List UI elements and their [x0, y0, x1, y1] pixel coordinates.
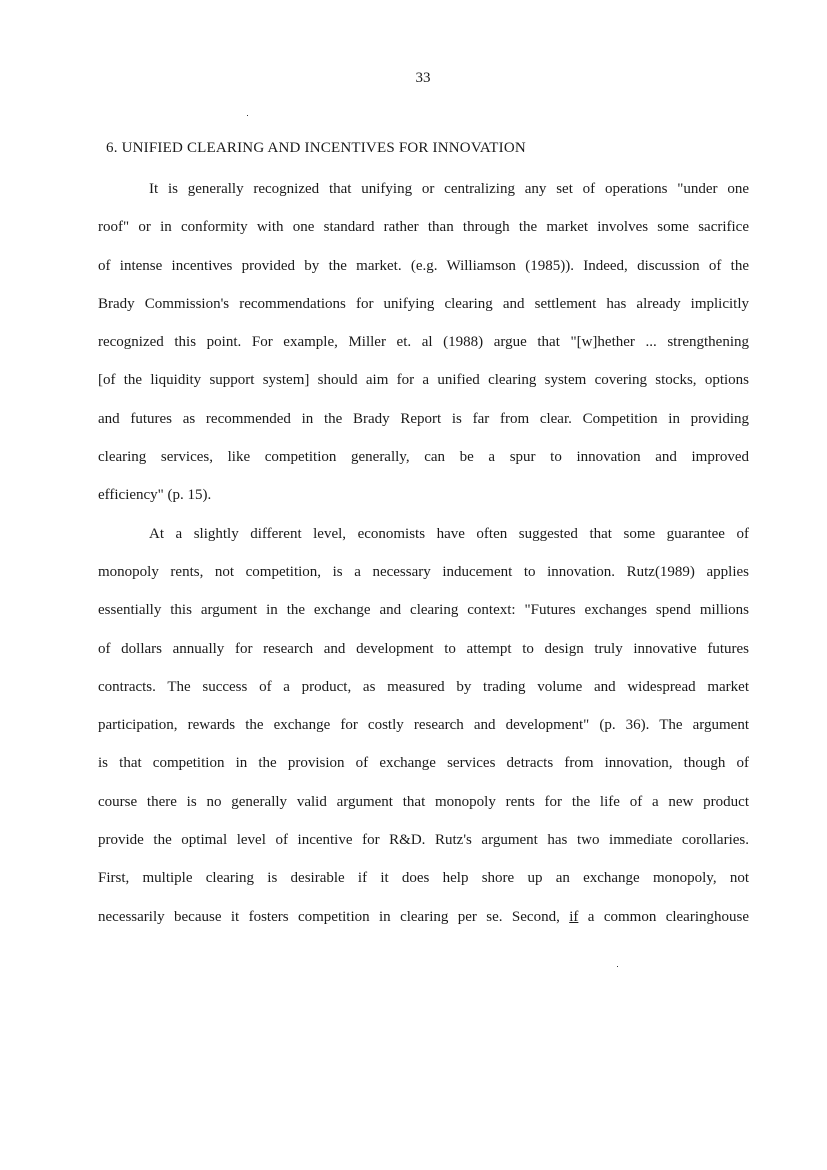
text-line: participation, rewards the exchange for costly research and development" (p. 36). The argument: [98, 717, 749, 734]
text-line: is that competition in the provision of exchange services detracts from innovation, though of: [98, 755, 749, 772]
body-text: [98, 178, 749, 944]
underlined-word: if: [569, 908, 579, 925]
text-line: [98, 906, 749, 944]
text-line: roof" or in conformity with one standard rather than through the market involves some sacrifice: [98, 219, 749, 236]
text-line: provide the optimal level of incentive for R&D. Rutz's argument has two immediate corollaries.: [98, 832, 749, 849]
text-line: At a slightly different level, economists have often suggested that some guarantee of: [149, 525, 749, 542]
text-line: essentially this argument in the exchange and clearing context: "Futures exchanges spend millions: [98, 602, 749, 619]
text-fragment: necessarily because it fosters competition in clearing per se. Second,: [98, 908, 570, 925]
text-line: [of the liquidity support system] should aim for a unified clearing system covering stocks, options: [98, 372, 749, 389]
text-line: and futures as recommended in the Brady Report is far from clear. Competition in providing: [98, 410, 749, 427]
text-line: monopoly rents, not competition, is a necessary inducement to innovation. Rutz(1989) applies: [98, 563, 749, 580]
text-line: of intense incentives provided by the market. (e.g. Williamson (1985)). Indeed, discussion of the: [98, 257, 749, 274]
text-line: recognized this point. For example, Miller et. al (1988) argue that "[w]hether ... strengthening: [98, 334, 749, 351]
text-line: course there is no generally valid argument that monopoly rents for the life of a new product: [98, 793, 749, 810]
text-line: Brady Commission's recommendations for unifying clearing and settlement has already implicitly: [98, 295, 749, 312]
text-line: It is generally recognized that unifying or centralizing any set of operations "under one: [149, 181, 749, 197]
scan-speck: [247, 115, 248, 116]
text-line: of dollars annually for research and development to attempt to design truly innovative futures: [98, 640, 749, 657]
text-line: contracts. The success of a product, as measured by trading volume and widespread market: [98, 678, 749, 695]
text-fragment: a common clearinghouse: [578, 908, 749, 925]
scan-speck: [617, 966, 618, 967]
section-heading: 6. UNIFIED CLEARING AND INCENTIVES FOR INNOVATION: [106, 140, 526, 156]
page-number: 33: [415, 70, 431, 86]
text-line: First, multiple clearing is desirable if it does help shore up an exchange monopoly, not: [98, 870, 749, 887]
text-line: clearing services, like competition generally, can be a spur to innovation and improved: [98, 449, 749, 466]
text-line: efficiency" (p. 15).: [98, 487, 212, 504]
